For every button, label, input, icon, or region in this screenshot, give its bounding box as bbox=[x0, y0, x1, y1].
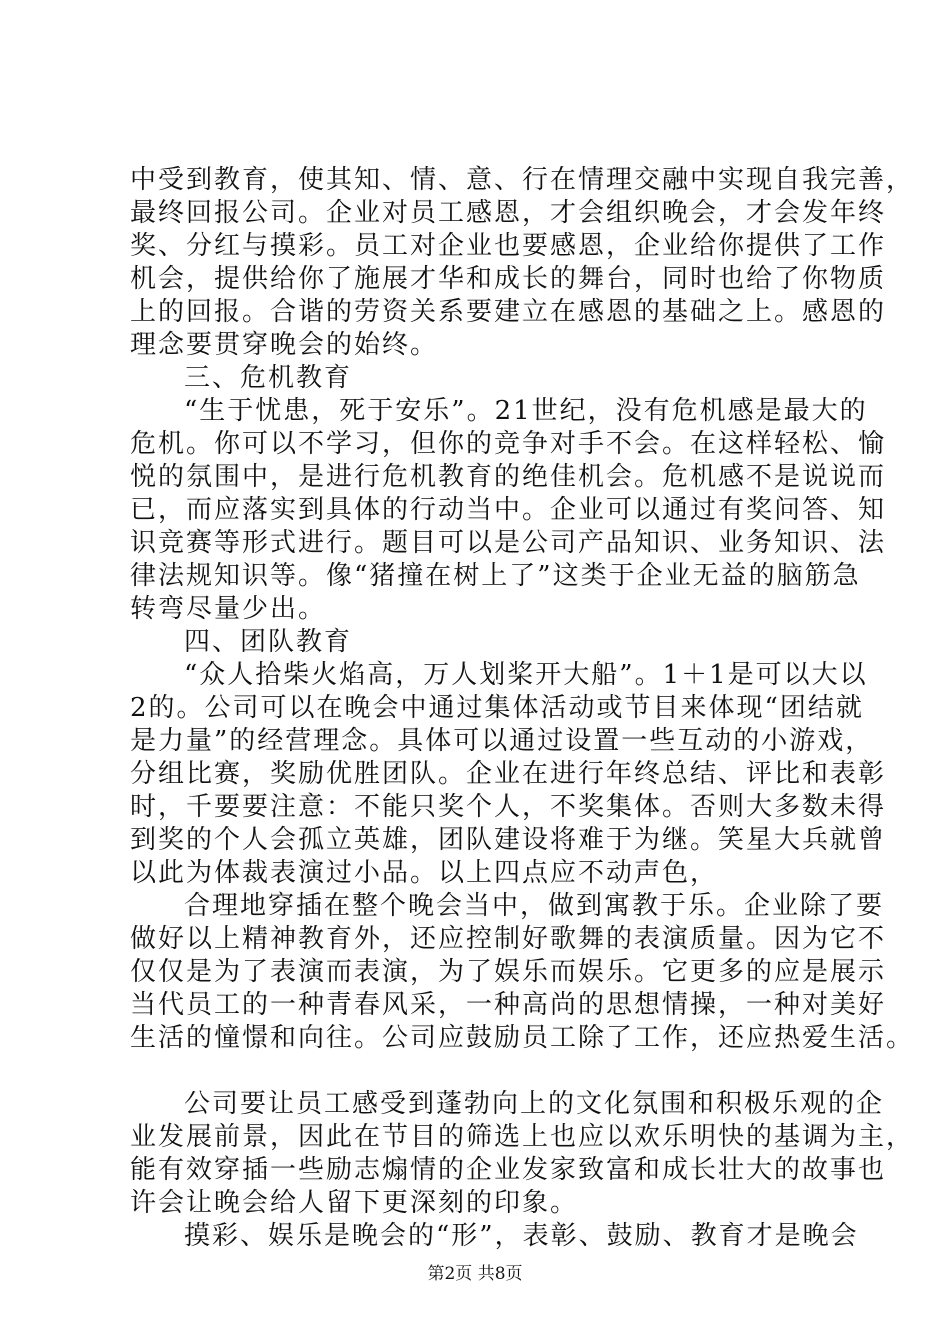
text-line: 四、团队教育 bbox=[184, 627, 353, 657]
text-line: 到奖的个人会孤立英雄，团队建设将难于为继。笑星大兵就曾 bbox=[130, 825, 887, 855]
text-line: 许会让晚会给人留下更深刻的印象。 bbox=[130, 1188, 579, 1218]
text-line: 生活的憧憬和向往。公司应鼓励员工除了工作，还应热爱生活。 bbox=[130, 1023, 915, 1053]
text-line: 是力量”的经营理念。具体可以通过设置一些互动的小游戏， bbox=[130, 726, 874, 756]
text-line: 三、危机教育 bbox=[184, 363, 353, 393]
text-line: 仅仅是为了表演而表演，为了娱乐而娱乐。它更多的应是展示 bbox=[130, 957, 887, 987]
text-line: 以此为体裁表演过小品。以上四点应不动声色， bbox=[130, 858, 719, 888]
text-line: 机会，提供给你了施展才华和成长的舞台，同时也给了你物质 bbox=[130, 264, 887, 294]
text-line: 识竞赛等形式进行。题目可以是公司产品知识、业务知识、法 bbox=[130, 528, 887, 558]
page-footer: 第2页 共8页 bbox=[427, 1264, 523, 1284]
text-line: “众人拾柴火焰高，万人划桨开大船”。1＋1是可以大以 bbox=[184, 660, 868, 690]
text-line: 已，而应落实到具体的行动当中。企业可以通过有奖问答、知 bbox=[130, 495, 887, 525]
text-line: 合理地穿插在整个晚会当中，做到寓教于乐。企业除了要 bbox=[184, 891, 885, 921]
text-line: 上的回报。合谐的劳资关系要建立在感恩的基础之上。感恩的 bbox=[130, 297, 887, 327]
text-line: 当代员工的一种青春风采，一种高尚的思想情操，一种对美好 bbox=[130, 990, 887, 1020]
text-line: 律法规知识等。像“猪撞在树上了”这类于企业无益的脑筋急 bbox=[130, 561, 861, 591]
text-line: 时，千要要注意：不能只奖个人，不奖集体。否则大多数未得 bbox=[130, 792, 887, 822]
text-line: 转弯尽量少出。 bbox=[130, 594, 327, 624]
text-line: 悦的氛围中，是进行危机教育的绝佳机会。危机感不是说说而 bbox=[130, 462, 887, 492]
text-line: 做好以上精神教育外，还应控制好歌舞的表演质量。因为它不 bbox=[130, 924, 887, 954]
text-line: 能有效穿插一些励志煽情的企业发家致富和成长壮大的故事也 bbox=[130, 1155, 887, 1185]
document-body bbox=[130, 164, 915, 1253]
text-line: 危机。你可以不学习，但你的竞争对手不会。在这样轻松、愉 bbox=[130, 429, 887, 459]
text-line: 分组比赛，奖励优胜团队。企业在进行年终总结、评比和表彰 bbox=[130, 759, 887, 789]
text-line: 最终回报公司。企业对员工感恩，才会组织晚会，才会发年终 bbox=[130, 198, 887, 228]
text-line: 业发展前景，因此在节目的筛选上也应以欢乐明快的基调为主， bbox=[130, 1122, 915, 1152]
text-line: 中受到教育，使其知、情、意、行在情理交融中实现自我完善， bbox=[130, 165, 915, 195]
text-line: 2的。公司可以在晚会中通过集体活动或节目来体现“团结就 bbox=[130, 693, 864, 723]
text-line: 奖、分红与摸彩。员工对企业也要感恩，企业给你提供了工作 bbox=[130, 231, 887, 261]
text-line: 理念要贯穿晚会的始终。 bbox=[130, 330, 439, 360]
text-line: 公司要让员工感受到蓬勃向上的文化氛围和积极乐观的企 bbox=[184, 1089, 885, 1119]
blank-line bbox=[130, 1055, 845, 1088]
text-line: “生于忧患，死于安乐”。21世纪，没有危机感是最大的 bbox=[184, 396, 868, 426]
text-line: 摸彩、娱乐是晚会的“形”，表彰、鼓励、教育才是晚会 bbox=[184, 1221, 859, 1251]
